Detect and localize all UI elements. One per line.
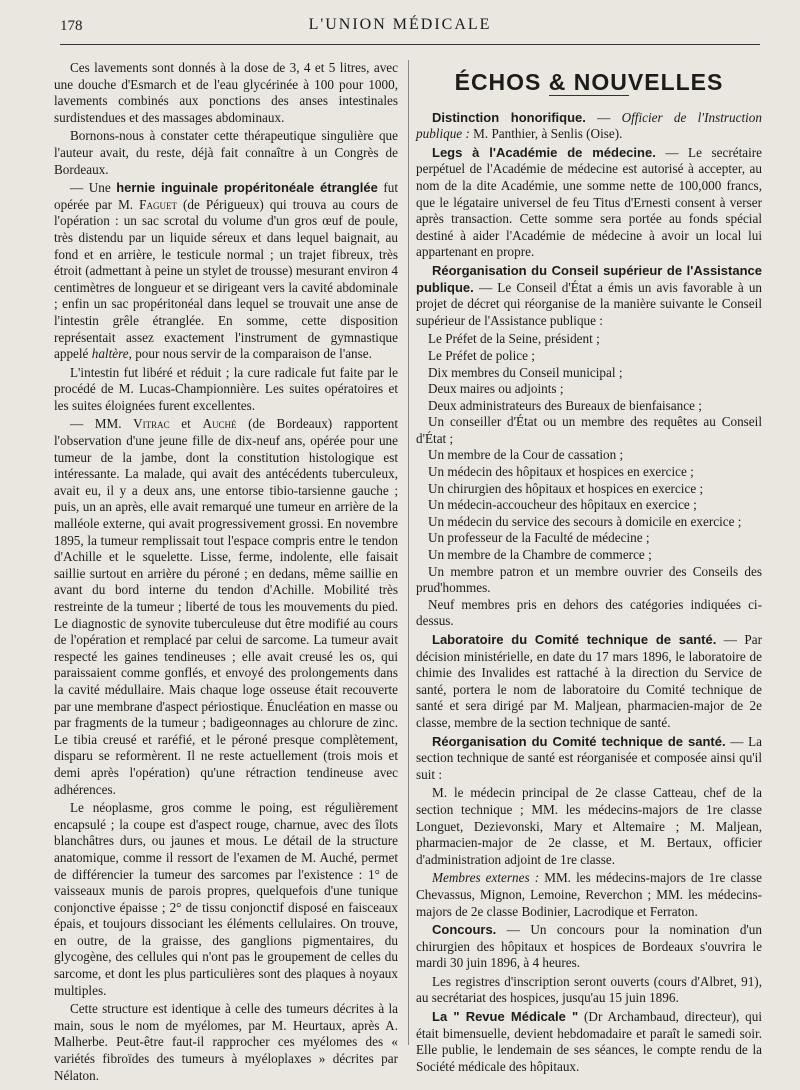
list-item: Un professeur de la Faculté de médecine ; [428,530,650,546]
list-item: Un médecin-accoucheur des hôpitaux en exercice ; [428,497,697,513]
column-divider [408,60,409,1045]
list-item: Deux maires ou adjoints ; [428,381,564,397]
section-title: ÉCHOS & NOUVELLES [454,69,724,95]
paragraph: M. le médecin principal de 2e classe Catteau, chef de la section technique ; MM. les médecins-majors de 1re classe Longuet, Dezievonski, Mary et Altemaire ; M. Maljean, pharmacien-major de 2e classe, et M. Bertaux, officier d'administration adjoint de 1re classe. [416,785,762,867]
paragraph: Le néoplasme, gros comme le poing, est régulièrement encapsulé ; la coupe est d'aspect rouge, charnue, avec des îlots blanchâtres durs, ou jaunes et mous. Le détail de la structure anatomique, comme il ressort de l'examen de M. Auché, permet de différencier la tumeur des sarcomes par l'existence : 1° de vaisseaux munis de parois propres, quelquefois d'une tunique conjonctive épaisse ; 2° de tissu conjonctif disposé en faisceaux épais, et toujours dissociant les éléments cellulaires. On trouve, en outre, de la graisse, des ganglions pigmentaires, du glycogène, des cellules qui n'ont pas le groupement de celles du sarcome, et dont les plus particulières sont des plaques à noyaux multiples. [54,800,398,998]
author-name: Vitrac [133,416,170,432]
news-item: Legs à l'Académie de médecine. — Le secrétaire perpétuel de l'Académie de médecine est autorisé à accepter, au nom de la dite Académie, une somme nette de 100,000 francs, que le légataire universel de feu Titus d'Ernesti consent à verser après transaction. Cette somme sera portée au fonds spécial destiné à aider l'Académie de médecine à avoir un local lui appartenant en propre. [416,144,762,260]
news-item: La " Revue Médicale " (Dr Archambaud, directeur), qui était bimensuelle, devient hebdomadaire et paraît le samedi soir. Elle publie, le lendemain de ses séances, le compte rendu de la Société médicale des hôpitaux. [416,1009,763,1074]
paragraph: L'intestin fut libéré et réduit ; la cure radicale fut faite par le procédé de M. Lucas-Championnière. Les suites opératoires et les suites éloignées furent excellentes. [54,364,398,413]
page-header [0,0,800,52]
news-item: Laboratoire du Comité technique de santé. — Par décision ministérielle, en date du 17 mars 1896, le laboratoire de chimie des Invalides est rattaché à la direction du Service de santé, portera le nom de laboratoire du Comité technique de santé et sera dirigé par M. Maljean, pharmacien-major de 2e classe, membre de la section technique de santé. [416,632,762,730]
list-item: Un chirurgien des hôpitaux et hospices en exercice ; [428,480,704,496]
paragraph-tumeur: — MM. Vitrac et Auché (de Bordeaux) rapportent l'observation d'une jeune fille de dix-neuf ans, opérée pour une tumeur de la jambe, dont la constitution histologique est intéressante. La malade, qui avait des antécédents tuberculeux, avait eu, il y a deux ans, une entorse tibio-tarsienne gauche ; puis, un an après, elle avait remarqué une tumeur en arrière de la malléole externe, qui avait progressivement grossi. En novembre 1895, la tumeur remplissait tout l'espace compris entre le tendon d'Achille et le squelette. Lisse, ferme, indolente, elle faisait saillie surtout en arrière du péroné ; en dedans, même saillie en avant du bord interne du tendon d'Achille. Mobilité très restreinte de la tumeur ; liberté de tous les mouvements du pied. Le diagnostic de synovite tuberculeuse dut être modifié au cours de l'opération et remplacé par celui de sarcome. La tumeur avait respecté les gaines tendineuses ; elle avait creusé les os, qui paraissaient comme gonflés, et envoyé des prolongements dans la cavité médullaire. Mais chaque loge osseuse était recouverte par une membrane d'aspect périostique. Énucléation en masse ou par fragments de la tumeur ; badigeonnages au chlorure de zinc. Le tibia creusé et raréfié, et le péroné presque complètement, disparu se reformèrent. Il ne reste actuellement (trois mois et demi après l'opération) qu'une rétraction tendineuse avec adhérences. [54,416,398,797]
list-item: Neuf membres pris en dehors des catégories indiquées ci-dessus. [416,596,762,629]
paragraph: Cette structure est identique à celle des tumeurs décrites à la main, sous le nom de myélomes, par M. Heurtaux, après A. Malherbe. Peut-être faut-il rapprocher ces myélomes des « variétés fibroïdes des tumeurs à myéloplaxes » décrites par Nélaton. [54,1001,398,1083]
news-item: Réorganisation du Comité technique de santé. — La section technique de santé est réorganisée et composée ainsi qu'il suit : [416,733,763,782]
list-item: Un médecin du service des secours à domicile en exercice ; [428,513,742,529]
paragraph: Membres externes : MM. les médecins-majors de 1re classe Chevassus, Mignon, Lemoine, Reverchon ; MM. les médecins-majors de 2e classe Bodinier, Lacrodique et Ferraton. [416,870,762,919]
list-item: Un conseiller d'État ou un membre des requêtes au Conseil d'État ; [416,414,762,446]
page-number: 178 [60,18,83,34]
list-item: Le Préfet de la Seine, président ; [428,331,600,347]
council-list [416,331,762,630]
news-item: Distinction honorifique. — Officier de l'Instruction publique : M. Panthier, à Senlis (Oise). [416,109,762,142]
paragraph: Ces lavements sont donnés à la dose de 3, 4 et 5 litres, avec une douche d'Esmarch et de l'eau glycérinée à 100 pour 1000, lavements combinés aux ponctions des anses intestinales surdistendues et des massages abdominaux. [54,60,398,125]
right-column [416,60,762,1077]
news-item: Réorganisation du Conseil supérieur de l'Assistance publique. — Le Conseil d'État a émis un avis favorable à un projet de décret qui réorganise de la manière suivante le Conseil supérieur de l'Assistance publique : [416,262,763,328]
author-name: Faguet [139,196,177,212]
list-item: Un membre patron et un membre ouvrier des Conseils des prud'hommes. [416,563,762,596]
paragraph-hernie: — Une hernie inguinale propéritonéale étranglée fut opérée par M. Faguet (de Périgueux) qui trouva au cours de l'opération : un sac scrotal du volume d'un gros œuf de poule, très distendu par un liquide séreux et dans lequel baignait, au fond et en arrière, le testicule normal ; un trajet fibreux, très étroit (admettant à peine un stylet de trousse) mesurant environ 4 centimètres de longueur et se dirigeant vers la cavité abdominale ; enfin un sac propéritonéal dans lequel se trouvait une anse de l'intestin grêle étranglée. En somme, cette disposition représentait assez exactement l'instrument de gymnastique appelé haltère, pour nous servir de la comparaison de l'anse. [54,180,398,362]
list-item: Deux administrateurs des Bureaux de bienfaisance ; [428,397,702,413]
news-item: Concours. — Un concours pour la nomination d'un chirurgien des hôpitaux et hospices de Bordeaux s'ouvrira le mardi 30 juin 1896, à 4 heures. [416,922,762,971]
author-name: Auché [202,416,237,432]
paragraph: Les registres d'inscription seront ouverts (cours d'Albret, 91), au secrétariat des hospices, jusqu'au 15 juin 1896. [416,973,762,1006]
list-item: Un membre de la Cour de cassation ; [428,447,624,463]
header-rule [60,44,760,45]
list-item: Un membre de la Chambre de commerce ; [428,547,652,563]
bold-heading: hernie inguinale propéritonéale étranglée [116,180,378,196]
left-column [54,60,398,1086]
paragraph: Bornons-nous à constater cette thérapeutique singulière que l'auteur avait, du reste, déjà fait connaître à un Congrès de Bordeaux. [54,128,398,177]
list-item: Dix membres du Conseil municipal ; [428,364,623,380]
list-item: Le Préfet de police ; [428,347,535,363]
running-title: L'UNION MÉDICALE [308,16,492,33]
list-item: Un médecin des hôpitaux et hospices en exercice ; [428,464,694,480]
